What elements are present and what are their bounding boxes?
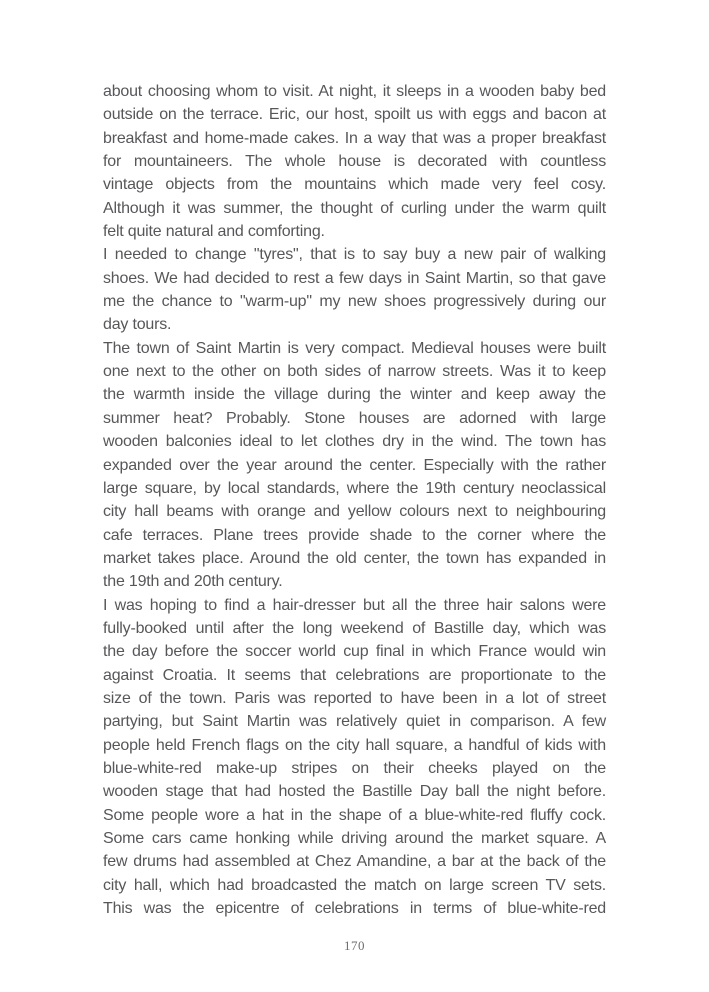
text-line: me the chance to "warm-up" my new shoes progressively during our <box>103 293 606 311</box>
text-line: This was the epicentre of celebrations in terms of blue-white-red <box>103 900 606 918</box>
text-line: about choosing whom to visit. At night, it sleeps in a wooden baby bed <box>103 83 606 100</box>
text-line: city hall, which had broadcasted the match on large screen TV sets. <box>103 876 606 894</box>
text-line: few drums had assembled at Chez Amandine, a bar at the back of the <box>103 853 606 871</box>
page-number: 170 <box>344 938 365 953</box>
text-line: wooden balconies ideal to let clothes dry in the wind. The town has <box>103 433 606 451</box>
text-line: large square, by local standards, where the 19th century neoclassical <box>103 479 606 497</box>
text-line: fully-booked until after the long weekend of Bastille day, which was <box>103 619 606 637</box>
text-line: wooden stage that had hosted the Bastille Day ball the night before. <box>103 783 606 801</box>
text-line: against Croatia. It seems that celebrations are proportionate to the <box>103 666 606 684</box>
text-line: Some people wore a hat in the shape of a blue-white-red fluffy cock. <box>103 806 606 824</box>
text-line: size of the town. Paris was reported to have been in a lot of street <box>103 689 606 707</box>
text-line: I needed to change "tyres", that is to say buy a new pair of walking <box>103 246 606 264</box>
text-line: Although it was summer, the thought of curling under the warm quilt <box>103 199 606 217</box>
text-line: partying, but Saint Martin was relatively quiet in comparison. A few <box>103 713 606 731</box>
text-line: the warmth inside the village during the winter and keep away the <box>103 386 606 404</box>
text-line: vintage objects from the mountains which made very feel cosy. <box>103 176 606 194</box>
text-line: cafe terraces. Plane trees provide shade to the corner where the <box>103 526 606 544</box>
text-line: breakfast and home-made cakes. In a way that was a proper breakfast <box>103 129 606 147</box>
text-line: felt quite natural and comforting. <box>103 223 325 241</box>
text-line: shoes. We had decided to rest a few days in Saint Martin, so that gave <box>103 269 606 287</box>
text-line: blue-white-red make-up stripes on their cheeks played on the <box>103 759 606 777</box>
text-line: Some cars came honking while driving around the market square. A <box>103 830 606 847</box>
text-line: the 19th and 20th century. <box>103 573 283 591</box>
text-line: day tours. <box>103 316 172 334</box>
text-line: market takes place. Around the old center, the town has expanded in <box>103 549 606 567</box>
text-line: for mountaineers. The whole house is decorated with countless <box>103 153 606 171</box>
text-line: outside on the terrace. Eric, our host, spoilt us with eggs and bacon at <box>103 106 606 124</box>
text-line: summer heat? Probably. Stone houses are adorned with large <box>103 409 606 427</box>
page-text <box>103 80 606 920</box>
text-line: one next to the other on both sides of narrow streets. Was it to keep <box>103 363 606 381</box>
text-line: city hall beams with orange and yellow colours next to neighbouring <box>103 503 606 521</box>
text-line: people held French flags on the city hall square, a handful of kids with <box>103 736 606 754</box>
text-line: I was hoping to find a hair-dresser but all the three hair salons were <box>103 596 606 614</box>
text-line: The town of Saint Martin is very compact. Medieval houses were built <box>103 339 606 357</box>
text-line: the day before the soccer world cup final in which France would win <box>103 643 606 661</box>
text-line: expanded over the year around the center. Especially with the rather <box>103 456 606 474</box>
